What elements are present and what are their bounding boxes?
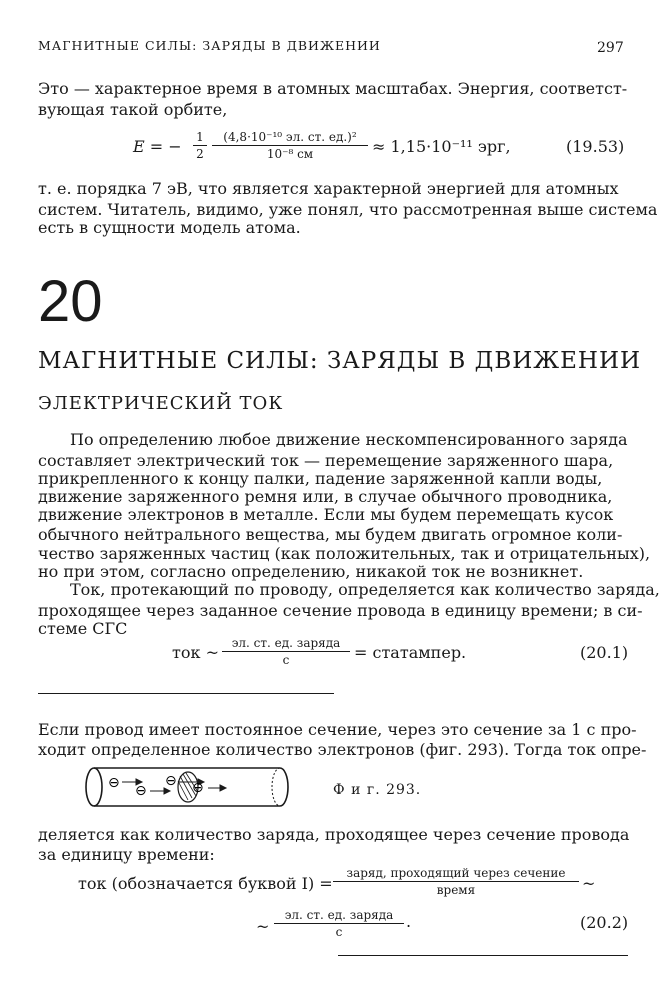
fraction-numerator: заряд, проходящий через сечение [346, 866, 566, 880]
eq-fraction [222, 636, 350, 667]
figure-caption: Ф и г. 293. [333, 782, 422, 798]
coef-numerator: 1 [196, 130, 204, 144]
running-header: МАГНИТНЫЕ СИЛЫ: ЗАРЯДЫ В ДВИЖЕНИИ [38, 38, 381, 53]
eq-lhs: E = − [133, 137, 182, 156]
text-line: за единицу времени: [38, 845, 215, 864]
separator-rule [338, 955, 628, 956]
text-line: вующая такой орбите, [38, 100, 228, 119]
separator-rule [38, 693, 334, 694]
eq-main-fraction [212, 130, 368, 161]
electron-icon: ⊖ [108, 775, 120, 791]
text-line: обычного нейтрального вещества, мы будем двигать огромное коли- [38, 525, 623, 544]
text-line: есть в сущности модель атома. [38, 218, 301, 237]
fraction-numerator: (4,8·10⁻¹⁰ эл. ст. ед.)² [223, 130, 357, 144]
text-line: движение электронов в металле. Если мы будем перемещать кусок [38, 505, 614, 524]
eq-fraction [274, 908, 404, 939]
text-line: Это — характерное время в атомных масштабах. Энергия, соответст- [38, 79, 628, 98]
equation-number: (20.2) [580, 913, 629, 932]
fraction-denominator: с [335, 925, 343, 939]
eq-end: . [406, 912, 412, 931]
eq-lhs: ток (обозначается буквой I) = [78, 874, 333, 893]
page-number: 297 [597, 40, 624, 56]
text-line: ходит определенное количество электронов (фиг. 293). Тогда ток опре- [38, 740, 647, 759]
fraction-denominator: 10⁻⁸ см [266, 147, 314, 161]
electron-icon: ⊖ [192, 780, 204, 796]
electron-icon: ⊖ [135, 783, 147, 799]
text-line: проходящее через заданное сечение провода в единицу времени; в си- [38, 601, 643, 620]
text-line: деляется как количество заряда, проходящее через сечение провода [38, 825, 630, 844]
text-line: стеме СГС [38, 619, 128, 638]
fraction-numerator: эл. ст. ед. заряда [284, 908, 394, 922]
chapter-number: 20 [38, 269, 103, 334]
eq-rhs: = статампер. [354, 643, 467, 662]
eq-fraction [333, 866, 579, 897]
equation-number: (19.53) [566, 137, 625, 156]
text-line: Ток, протекающий по проводу, определяется как количество заряда, [70, 580, 660, 599]
fraction-numerator: эл. ст. ед. заряда [231, 636, 341, 650]
wire-figure [80, 764, 300, 810]
text-line: движение заряженного ремня или, в случае обычного проводника, [38, 487, 613, 506]
eq-rhs: ≈ 1,15·10⁻¹¹ эрг, [372, 137, 511, 156]
equation-number: (20.1) [580, 643, 629, 662]
fraction-denominator: время [436, 883, 476, 897]
eq-coef-fraction [193, 130, 207, 161]
text-line: Если провод имеет постоянное сечение, через это сечение за 1 с про- [38, 720, 637, 739]
text-line: чество заряженных частиц (как положительных, так и отрицательных), [38, 544, 651, 563]
fraction-denominator: с [282, 653, 290, 667]
eq-tilde: ~ [256, 917, 270, 936]
eq-lhs: ток ~ [172, 643, 219, 662]
text-line: составляет электрический ток — перемещение заряженного шара, [38, 451, 614, 470]
text-line: но при этом, согласно определению, никакой ток не возникнет. [38, 562, 584, 581]
text-line: систем. Читатель, видимо, уже понял, что рассмотренная выше система [38, 200, 658, 219]
eq-tilde: ~ [582, 874, 596, 893]
chapter-title: МАГНИТНЫЕ СИЛЫ: ЗАРЯДЫ В ДВИЖЕНИИ [38, 348, 642, 374]
section-title: ЭЛЕКТРИЧЕСКИЙ ТОК [38, 393, 284, 414]
text-line: По определению любое движение нескомпенсированного заряда [70, 430, 628, 449]
coef-denominator: 2 [196, 147, 204, 161]
text-line: прикрепленного к концу палки, падение заряженной капли воды, [38, 469, 603, 488]
text-line: т. е. порядка 7 эВ, что является характерной энергией для атомных [38, 179, 619, 198]
electron-icon: ⊖ [165, 773, 177, 789]
